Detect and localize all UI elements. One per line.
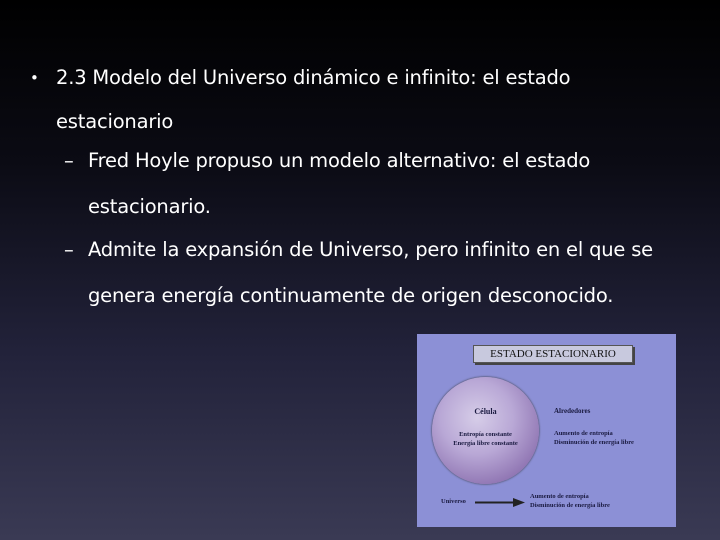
universe-property: Disminución de energía libre <box>530 502 610 509</box>
cell-property: Energía libre constante <box>453 439 518 447</box>
figure-title: ESTADO ESTACIONARIO <box>473 345 633 363</box>
environment-property: Disminución de energía libre <box>554 438 634 446</box>
sub-bullet-marker: – <box>64 149 74 172</box>
environment-properties <box>554 430 634 447</box>
sub-bullet-text: Fred Hoyle propuso un modelo alternativo: el estado estacionario. <box>88 149 591 218</box>
sub-bullet-expansion <box>64 227 694 319</box>
sub-bullet-hoyle <box>64 138 694 230</box>
environment-property: Aumento de entropía <box>554 430 613 437</box>
universe-property: Aumento de entropía <box>530 493 589 500</box>
sub-bullet-text: Admite la expansión de Universo, pero infinito en el que se genera energía continuamente de origen desconocido. <box>88 238 653 307</box>
heading-bullet-text: 2.3 Modelo del Universo dinámico e infinito: el estado estacionario <box>56 66 571 133</box>
arrow-right-icon <box>475 498 525 507</box>
steady-state-figure <box>417 334 676 527</box>
universe-label: Universo <box>441 498 466 505</box>
bullet-marker: • <box>30 69 39 87</box>
cell-label: Célula <box>474 407 497 416</box>
cell-property: Entropía constante <box>459 431 512 438</box>
universe-properties <box>530 492 610 510</box>
cell-properties <box>417 431 554 448</box>
heading-bullet <box>30 56 670 144</box>
sub-bullet-marker: – <box>64 238 74 261</box>
environment-label: Alrededores <box>554 407 591 415</box>
